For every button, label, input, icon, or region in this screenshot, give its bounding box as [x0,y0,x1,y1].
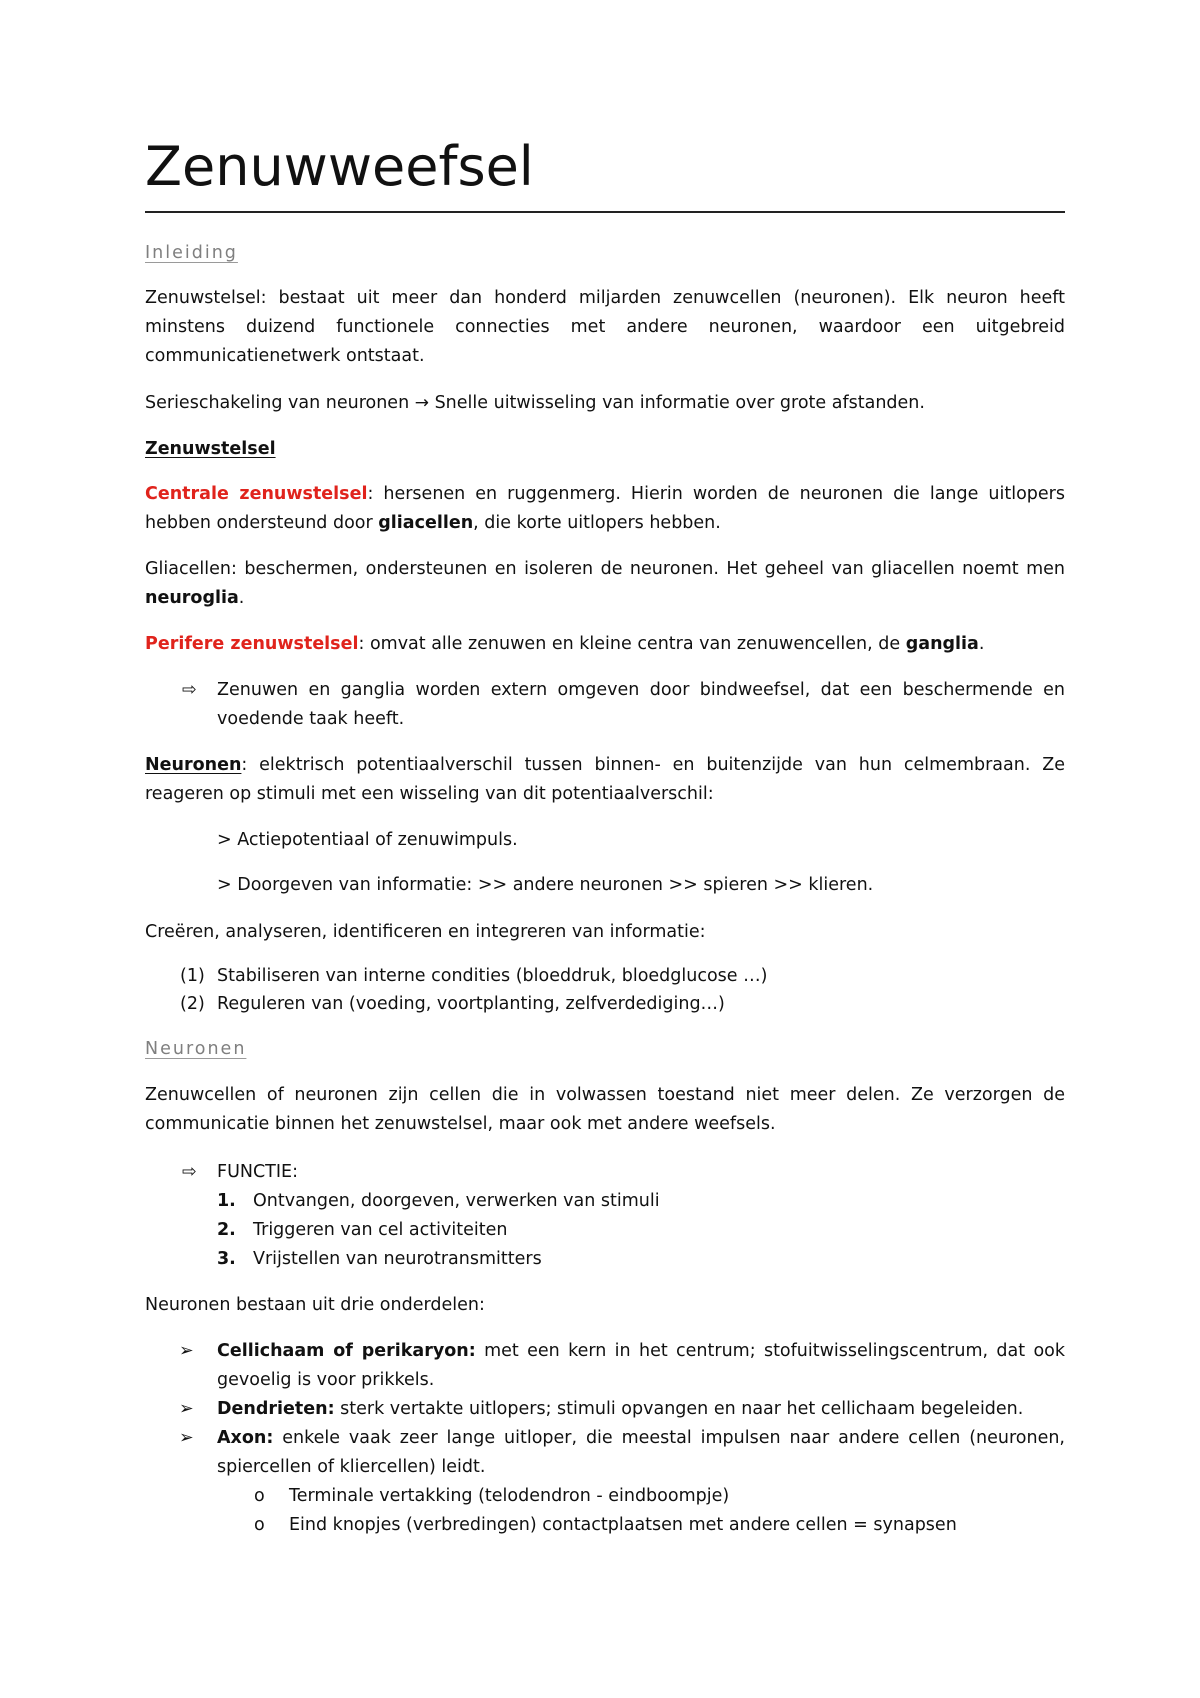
serieschakeling-start: Serieschakeling van neuronen [145,393,410,413]
onderdeel-term: Dendrieten: [217,1399,335,1419]
serieschakeling-end: Snelle uitwisseling van informatie over grote afstanden. [434,393,925,413]
onderdelen-intro: Neuronen bestaan uit drie onderdelen: [145,1295,485,1315]
onderdeel-text: met een kern in het centrum; stofuitwisselingscentrum, dat ook gevoelig is voor prikkels. [217,1341,1065,1390]
pns-paragraph [145,630,1065,659]
neuronen-text: : elektrisch potentiaalverschil tussen binnen- en buitenzijde van hun celmembraan. Ze reageren op stimuli met een wisseling van dit potentiaalverschil: [145,755,1065,804]
chevron-bullet-icon: ➢ [179,1341,194,1361]
actiepotentiaal-line: > Actiepotentiaal of zenuwimpuls. [217,830,518,850]
onderdeel-text: sterk vertakte uitlopers; stimuli opvangen en naar het cellichaam begeleiden. [334,1399,1024,1419]
list-item [179,1337,1065,1395]
glia-paragraph [145,555,1065,613]
chevron-bullet-icon: ➢ [179,1399,194,1419]
hollow-arrow-icon: ⇨ [182,1162,197,1182]
list-item [180,990,1065,1019]
intro-paragraph: Zenuwstelsel: bestaat uit meer dan honderd miljarden zenuwcellen (neuronen). Elk neuron heeft minstens duizend functionele connecties met andere neuronen, waardoor een uitgebreid communicatienetwerk ontstaat. [145,288,1065,366]
neuronen-intro-paragraph: Zenuwcellen of neuronen zijn cellen die in volwassen toestand niet meer delen. Ze verzorgen de communicatie binnen het zenuwstelsel, maar ook met andere weefsels. [145,1085,1065,1134]
list-item [254,1511,1065,1540]
right-arrow-icon: → [414,393,429,413]
list-item-text: Reguleren van (voeding, voortplanting, zelfverdediging…) [217,994,725,1014]
list-number: (1) [180,966,205,986]
list-item-text: Triggeren van cel activiteiten [253,1220,508,1240]
list-item [179,1395,1065,1424]
functie-arrow-item [182,1158,1065,1187]
list-item-text: Terminale vertakking (telodendron - eindboompje) [289,1486,730,1506]
creeren-paragraph: Creëren, analyseren, identificeren en integreren van informatie: [145,922,706,942]
list-number: 3. [217,1249,236,1269]
functie-label: FUNCTIE: [217,1162,298,1182]
list-item-text: Stabiliseren van interne condities (bloeddruk, bloedglucose …) [217,966,768,986]
list-item [180,962,1065,991]
list-item [254,1482,1065,1511]
chevron-bullet-icon: ➢ [179,1428,194,1448]
serieschakeling-paragraph [145,389,1065,418]
document-page [145,0,1065,1698]
list-number: 1. [217,1191,236,1211]
list-item-text: Ontvangen, doorgeven, verwerken van stimuli [253,1191,660,1211]
doorgeven-line: > Doorgeven van informatie: >> andere neuronen >> spieren >> klieren. [217,875,874,895]
glia-end: . [238,588,245,608]
pns-text: : omvat alle zenuwen en kleine centra van zenuwencellen, de [358,634,901,654]
neuronen-term: Neuronen [145,755,242,775]
list-item [217,1216,1065,1245]
list-number: 2. [217,1220,236,1240]
heading-inleiding: Inleiding [145,243,238,263]
heading-neuronen: Neuronen [145,1039,247,1059]
glia-bold: neuroglia [145,588,239,608]
cns-paragraph [145,480,1065,538]
onderdeel-text: enkele vaak zeer lange uitloper, die meestal impulsen naar andere cellen (neuronen, spiercellen of kliercellen) leidt. [217,1428,1065,1477]
pns-end: . [978,634,985,654]
pns-bold: ganglia [905,634,979,654]
cns-bold: gliacellen [378,513,474,533]
glia-text: Gliacellen: beschermen, ondersteunen en isoleren de neuronen. Het geheel van gliacellen noemt men [145,559,1065,579]
cns-text-a: : hersenen en ruggenmerg. Hierin worden de neuronen die lange uitlopers hebben ondersteund door [145,484,1065,533]
bindweefsel-text: Zenuwen en ganglia worden extern omgeven door bindweefsel, dat een beschermende en voedende taak heeft. [217,680,1065,729]
cns-text-b: , die korte uitlopers hebben. [473,513,721,533]
list-item [217,1187,1065,1216]
list-item-text: Vrijstellen van neurotransmitters [253,1249,542,1269]
circle-bullet-icon: o [254,1515,265,1535]
list-number: (2) [180,994,205,1014]
list-item-text: Eind knopjes (verbredingen) contactplaatsen met andere cellen = synapsen [289,1515,957,1535]
cns-term: Centrale zenuwstelsel [145,484,368,504]
circle-bullet-icon: o [254,1486,265,1506]
neuronen-paragraph [145,751,1065,809]
onderdeel-term: Axon: [217,1428,274,1448]
page-title: Zenuwweefsel [145,135,534,198]
bindweefsel-arrow-item [182,676,1065,734]
hollow-arrow-icon: ⇨ [182,680,197,700]
onderdeel-term: Cellichaam of perikaryon: [217,1341,476,1361]
pns-term: Perifere zenuwstelsel [145,634,359,654]
list-item [217,1245,1065,1274]
list-item [179,1424,1065,1482]
heading-zenuwstelsel: Zenuwstelsel [145,439,276,459]
title-divider [145,211,1065,213]
